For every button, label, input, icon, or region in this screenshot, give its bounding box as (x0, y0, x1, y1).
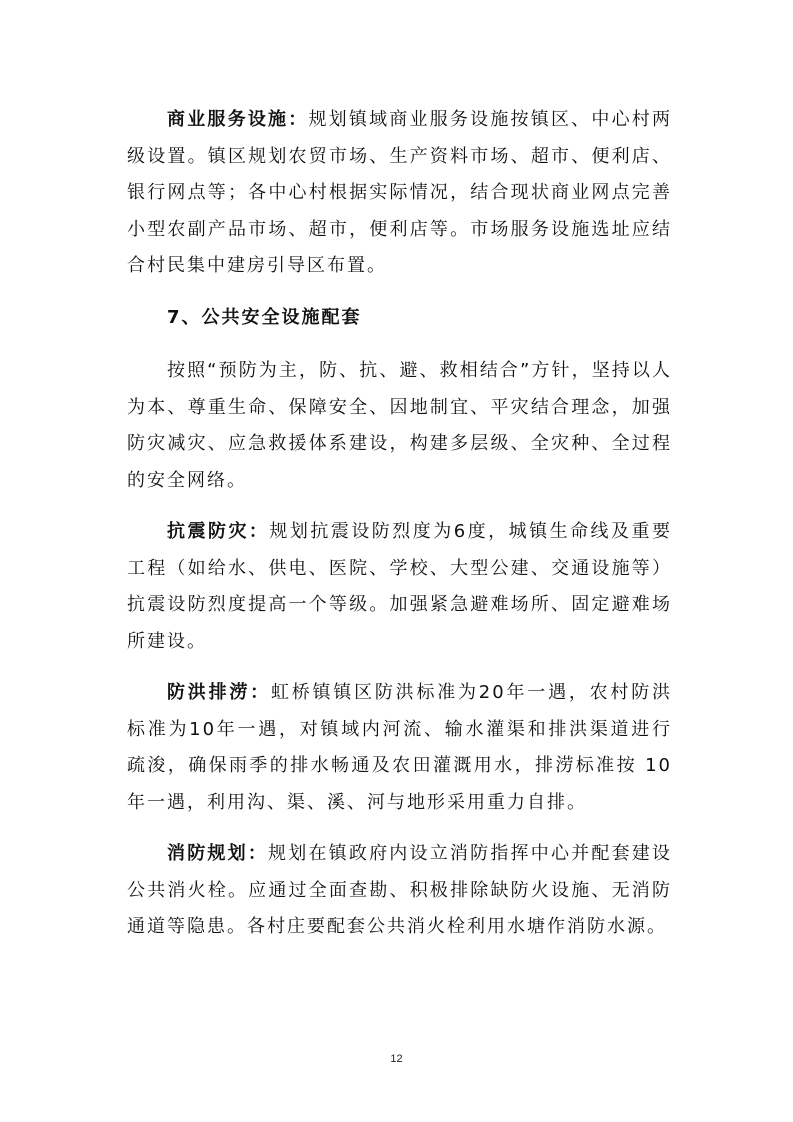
paragraph-lead: 消防规划： (167, 843, 269, 864)
paragraph-text: 规划镇域商业服务设施按镇区、中心村两级设置。镇区规划农贸市场、生产资料市场、超市、便利店、银行网点等；各中心村根据实际情况，结合现状商业网点完善小型农副产品市场、超市，便利店等。市场服务设施选址应结合村民集中建房引导区布置。 (127, 109, 673, 276)
document-body (127, 102, 672, 961)
paragraph-fire-protection (127, 836, 672, 946)
paragraph-commercial-facilities (127, 102, 672, 285)
paragraph-earthquake (127, 514, 672, 660)
section-heading: 7、公共安全设施配套 (167, 306, 362, 328)
page-number: 12 (390, 1053, 403, 1065)
paragraph-text: 虹桥镇镇区防洪标准为20年一遇，农村防洪标准为10年一遇，对镇域内河流、输水灌渠和排洪渠道进行疏浚，确保雨季的排水畅通及农田灌溉用水，排涝标准按 10 年一遇，利用沟、渠、溪、河与地形采用重力自排。 (127, 682, 673, 813)
paragraph-lead: 抗震防灾： (167, 521, 270, 542)
paragraph-flood-control (127, 675, 672, 821)
paragraph-text: 规划抗震设防烈度为6度，城镇生命线及重要工程（如给水、供电、医院、学校、大型公建、交通设施等）抗震设防烈度提高一个等级。加强紧急避难场所、固定避难场所建设。 (127, 521, 672, 652)
paragraph-lead: 防洪排涝： (167, 682, 271, 703)
paragraph-text: 按照“预防为主，防、抗、避、救相结合”方针，坚持以人为本、尊重生命、保障安全、因地制宜、平灾结合理念，加强防灾减灾、应急救援体系建设，构建多层级、全灾种、全过程的安全网络。 (127, 360, 672, 491)
paragraph-text: 规划在镇政府内设立消防指挥中心并配套建设公共消火栓。应通过全面查勘、积极排除缺防火设施、无消防通道等隐患。各村庄要配套公共消火栓利用水塘作消防水源。 (127, 843, 673, 937)
paragraph-public-safety-intro (127, 353, 672, 499)
paragraph-lead: 商业服务设施： (167, 109, 309, 130)
